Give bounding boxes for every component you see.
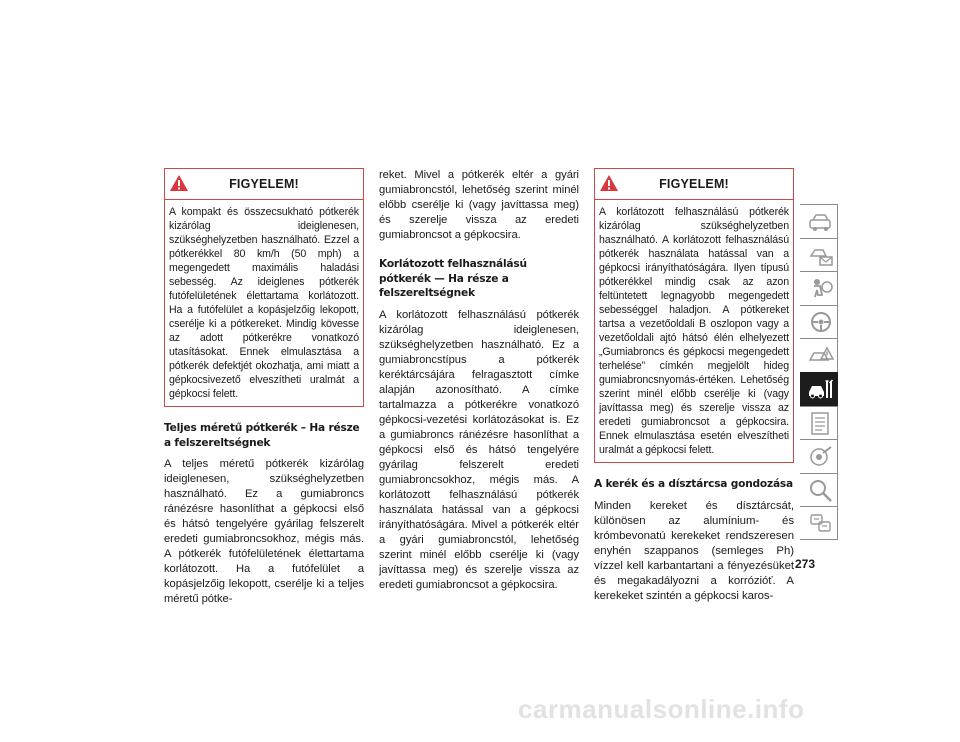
warning-triangle-icon bbox=[599, 174, 619, 192]
tab-emergency[interactable] bbox=[800, 338, 838, 372]
warning-title: FIGYELEM! bbox=[659, 177, 729, 191]
page-number: 273 bbox=[795, 557, 816, 571]
warning-header bbox=[595, 169, 793, 200]
tab-specifications[interactable] bbox=[800, 406, 838, 440]
column-left bbox=[164, 168, 364, 621]
language-settings-icon bbox=[807, 510, 835, 537]
tab-language[interactable] bbox=[800, 506, 838, 540]
car-wrench-icon bbox=[807, 443, 835, 470]
column-right bbox=[594, 168, 794, 618]
warning-text: A korlátozott felhasználású pótkerék kizárólag szükséghelyzetben használható. A korlátozott felhasználású pótkerék használata hatással van a gépkocsi irányíthatóságára. Ilyen típusú pótkerékkel mindig csak az azon feltüntetett legnagyobb megengedett sebességgel haladjon. A pótkereket tartsa a vezetőoldali B oszlopon vagy a vezetőoldali ajtó hátsó élén elhelyezett „Gumiabroncs és gépkocsi megengedett terhelése” címkén megjelölt hideg gumiabroncsnyomás-értéken. Lehetőség szerint minél előbb cserélje ki (vagy javíttassa meg) és szerelje vissza az eredeti gumiabroncsot a gépkocsira. Ennek elmulasztása esetén elveszítheti uralmát a gépkocsi felett. bbox=[599, 206, 789, 456]
car-info-icon bbox=[807, 208, 835, 235]
tab-car-info[interactable] bbox=[800, 204, 838, 238]
warning-title: FIGYELEM! bbox=[229, 177, 299, 191]
car-service-tools-icon bbox=[807, 376, 835, 403]
warning-text: A kompakt és összecsukható pótkerék kizárólag ideiglenesen, szükséghelyzetben használható. Ezzel a pótkerékkel 80 km/h (50 mph) a megengedett maximális haladási sebesség. Az ideiglenes pótkerék futófelületének élettartama korlátozott. Ha a futófelület a kopásjelzőig lekopott, cserélje ki a pótkereket. Mindig kövesse az adott pótkerékre vonatkozó utasításokat. Ennek elmulasztása a pótkerék defektjét okozhatja, ami miatt a gépkocsivezető elveszítheti uralmát a gépkocsi felett. bbox=[169, 206, 359, 400]
section-heading-fullsize-spare: Teljes méretű pótkerék – Ha része a felszereltségnek bbox=[164, 422, 360, 449]
section-heading-limited-spare: Korlátozott felhasználású pótkerék — Ha része a felszereltségnek bbox=[379, 258, 527, 299]
warning-header bbox=[165, 169, 363, 200]
steering-wheel-icon bbox=[807, 309, 835, 336]
warning-box-left bbox=[164, 168, 364, 407]
tab-safety[interactable] bbox=[800, 271, 838, 305]
watermark-text: carmanualsonline.info bbox=[518, 694, 805, 724]
airbag-safety-icon bbox=[807, 275, 835, 302]
tab-index[interactable] bbox=[800, 473, 838, 507]
section-text-wheel-care: Minden kereket és dísztárcsát, különösen az alumínium- és krómbevonatú kerekeket rendszeresen enyhén szappanos (semleges Ph) vízzel kell karbantartani a fényezésüket és megakadályozni a korrózióť. A kerekeket szintén a gépkocsi karos- bbox=[594, 499, 794, 603]
section-text-limited-spare: A korlátozott felhasználású pótkerék kizárólag ideiglenesen, szükséghelyzetben használható. Ez a gumiabroncstípus a pótkerék keréktárcsájára felragasztott címke alapján azonosítható. A címke tartalmazza a pótkerékre vonatkozó gépkocsi-vezetési korlátozásokat is. Ez a gumiabroncs ránézésre hasonlíthat a gépkocsi első és hátsó tengelyére gyárilag felszerelt eredeti gumiabroncsokhoz, mégis más. A korlátozott felhasználású pótkerék használata hatással van a gépkocsi irányíthatóságára. Mivel a pótkerék eltér a gyári gumiabroncstól, lehetőség szerint minél előbb cserélje ki (vagy javíttassa meg) és szerelje vissza az eredeti gumiabroncsot a gépkocsira. bbox=[379, 308, 579, 591]
section-text-fullsize-spare: A teljes méretű pótkerék kizárólag ideiglenesen, szükséghelyzetben használható. Ez a gumiabroncs ránézésre hasonlíthat a gépkocsi első és hátsó tengelyére gyárilag felszerelt eredeti gumiabroncsokhoz, mégis más. A pótkerék futófelületének élettartama korlátozott. Ha a futófelület a kopásjelzőig lekopott, cserélje ki a teljes méretű pótke- bbox=[164, 458, 364, 605]
tab-car-envelope[interactable] bbox=[800, 238, 838, 272]
car-envelope-icon bbox=[807, 242, 835, 269]
section-heading-wheel-care: A kerék és a dísztárcsa gondozása bbox=[594, 478, 793, 490]
checklist-icon bbox=[807, 410, 835, 437]
tab-maintenance[interactable] bbox=[800, 439, 838, 473]
warning-box-right bbox=[594, 168, 794, 463]
chapter-tabs bbox=[800, 204, 838, 540]
column-middle bbox=[379, 168, 579, 607]
tab-service[interactable] bbox=[800, 372, 838, 406]
magnifier-icon bbox=[807, 477, 835, 504]
tab-driving[interactable] bbox=[800, 305, 838, 339]
car-emergency-icon bbox=[807, 342, 835, 369]
warning-triangle-icon bbox=[169, 174, 189, 192]
continuation-text: reket. Mivel a pótkerék eltér a gyári gumiabroncstól, lehetőség szerint minél előbb cserélje ki (vagy javíttassa meg) és szerelje vissza az eredeti gumiabroncsot a gépkocsira. bbox=[379, 169, 579, 241]
